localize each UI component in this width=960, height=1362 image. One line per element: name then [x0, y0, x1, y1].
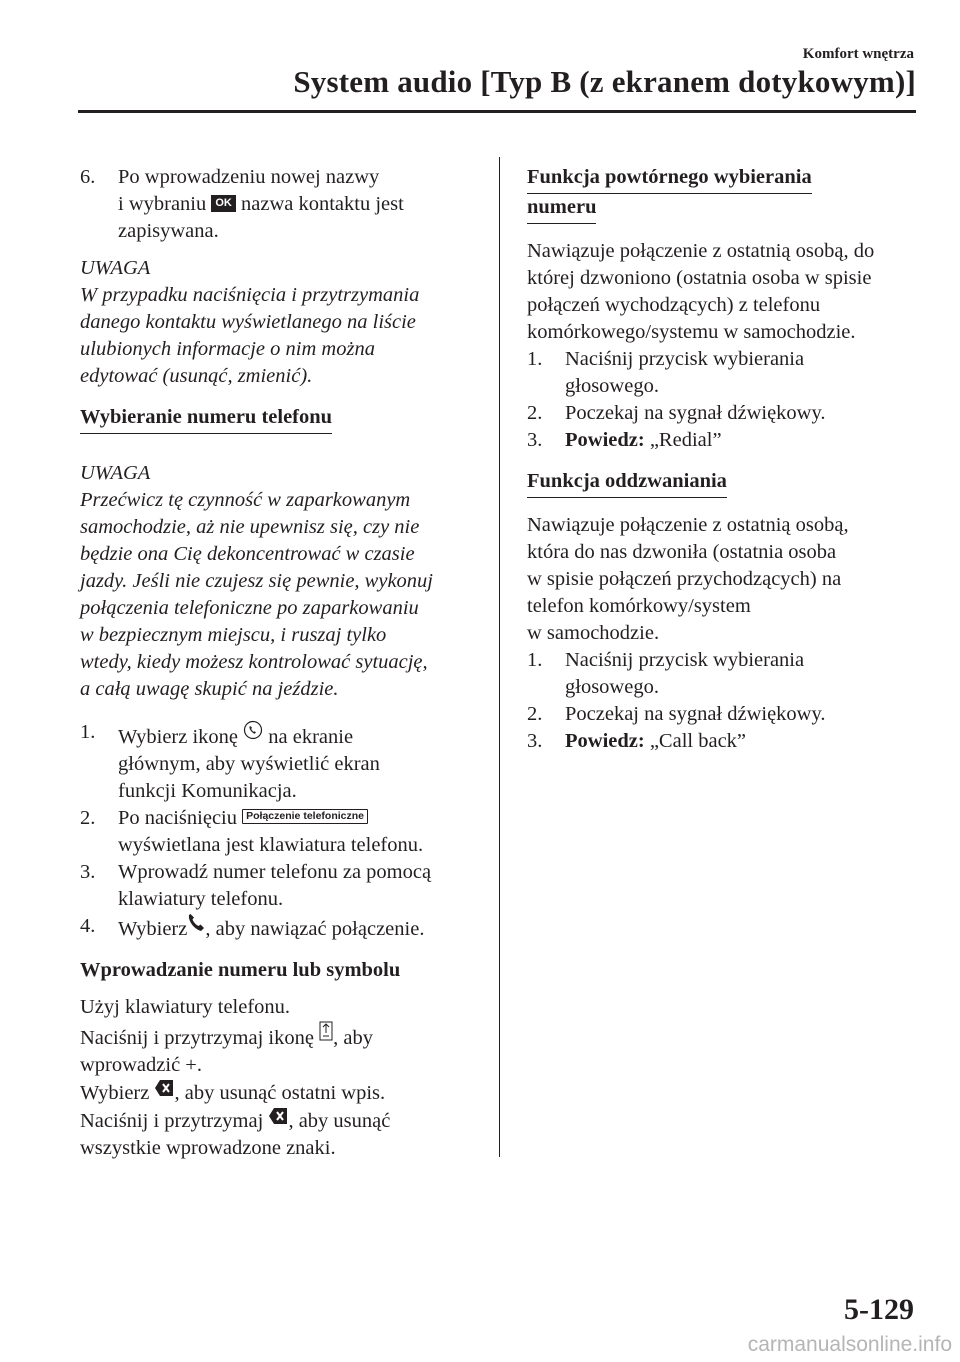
list-item: 4. Wybierz , aby nawiązać połączenie.: [80, 915, 425, 940]
list-item: 2. Po naciśnięciu Połączenie telefoniczne wyświetlana jest klawiatura telefonu.: [80, 807, 424, 856]
list-item: 6. Po wprowadzeniu nowej nazwy i wybraniu OK nazwa kontaktu jest zapisywana.: [80, 166, 404, 242]
delete-icon: [154, 1079, 174, 1097]
note-box: UWAGA Przećwicz tę czynność w zaparkowanym samochodzie, aż nie upewnisz się, czy nie będzie ona Cię dekoncentrować w czasie jazdy. Jeśli nie czujesz się pewnie, wykonuj połączenia telefoniczne po zaparkowaniu w bezpiecznym miejscu, i ruszaj tylko wtedy, kiedy możesz kontrolować sytuację, a całą uwagę skupić na jeździe.: [80, 460, 485, 703]
right-column: Funkcja powtórnego wybierania numeru Nawiązuje połączenie z ostatnią osobą, do której dzwoniono (ostatnia osoba w spisie połączeń wychodzących) z telefonu komórkowego/systemu w samochodzie. 1. Naciśnij przycisk wybierania głosowego. 2. Poczekaj na sygnał dźwiękowy. 3. Powiedz: „Redial” Funkcja oddzwaniania Nawiązuje połączenie z ostatnią osobą, która do nas dzwoniła (ostatnia osoba w spisie połączeń przychodzących) na telefon komórkowy/system w samochodzie. 1. Naciśnij przycisk wybierania głosowego. 2. Poczekaj na sygnał dźwiękowy. 3. Powiedz: „Call back”: [527, 164, 922, 755]
list-item: 3. Powiedz: „Call back”: [527, 730, 747, 752]
header-section-label: Komfort wnętrza: [802, 46, 914, 62]
list-item: 3. Wprowadź numer telefonu za pomocą klawiatury telefonu.: [80, 861, 432, 910]
delete-icon: [268, 1107, 288, 1125]
watermark: carmanualsonline.info: [747, 1333, 952, 1356]
note-title: UWAGA: [80, 257, 151, 279]
header-rule: [78, 110, 916, 113]
note-box: UWAGA W przypadku naciśnięcia i przytrzymania danego kontaktu wyświetlanego na liście ulubionych informacje o nim można edytować (usunąć, zmienić).: [80, 255, 485, 390]
list-item: 3. Powiedz: „Redial”: [527, 429, 722, 451]
page-number: 5-129: [844, 1293, 914, 1326]
section-heading: Wprowadzanie numeru lub symbolu: [80, 959, 401, 981]
list-item: 2. Poczekaj na sygnał dźwiękowy.: [527, 402, 826, 424]
section-heading: Funkcja powtórnego wybierania: [527, 164, 812, 194]
section-heading: numeru: [527, 194, 596, 224]
section-heading: Funkcja oddzwaniania: [527, 468, 727, 498]
section-heading: Wybieranie numeru telefonu: [80, 404, 332, 434]
list-item: 1. Naciśnij przycisk wybierania głosowego.: [527, 348, 805, 397]
list-item: 1. Wybierz ikonę na ekranie głównym, aby wyświetlić ekran funkcji Komunikacja.: [80, 721, 380, 802]
list-item: 2. Poczekaj na sygnał dźwiękowy.: [527, 703, 826, 725]
column-divider: [499, 157, 500, 1157]
plus-key-icon: [319, 1021, 333, 1041]
page-title: System audio [Typ B (z ekranem dotykowym)]: [293, 64, 916, 99]
handset-icon: [187, 913, 205, 933]
phone-communication-icon: [243, 719, 263, 741]
ok-icon: OK: [211, 195, 236, 212]
phone-call-button-icon: Połączenie telefoniczne: [242, 809, 368, 824]
note-title: UWAGA: [80, 462, 151, 484]
left-column: 6. Po wprowadzeniu nowej nazwy i wybraniu OK nazwa kontaktu jest zapisywana. UWAGA W przypadku naciśnięcia i przytrzymania danego kontaktu wyświetlanego na liście ulubionych informacje o nim można edytować (usunąć, zmienić). Wybieranie numeru telefonu UWAGA Przećwicz tę czynność w zaparkowanym samochodzie, aż nie upewnisz się, czy nie będzie ona Cię dekoncentrować w czasie jazdy. Jeśli nie czujesz się pewnie, wykonuj połączenia telefoniczne po zaparkowaniu w bezpiecznym miejscu, i ruszaj tylko wtedy, kiedy możesz kontrolować sytuację, a całą uwagę skupić na jeździe. 1. Wybierz ikonę na ekranie głównym, aby wyświetlić ekran funkcji Komunikacja. 2. Po naciśnięciu Połączenie telefoniczne wyświetlana jest klawiatura telefonu. 3. Wprowadź numer telefonu za pomocą klawiatury telefonu. 4. Wybierz , aby nawiązać połączenie. Wprowadzanie numeru lub symbolu Użyj klawiatury telefonu. Naciśnij i przytrzymaj ikonę , aby wprowadzić +. Wybierz , aby usunąć ostatni wpis. Naciśnij i przytrzymaj , aby usunąć wszystkie wprowadzone znaki.: [80, 164, 485, 1162]
list-item: 1. Naciśnij przycisk wybierania głosowego.: [527, 649, 805, 698]
